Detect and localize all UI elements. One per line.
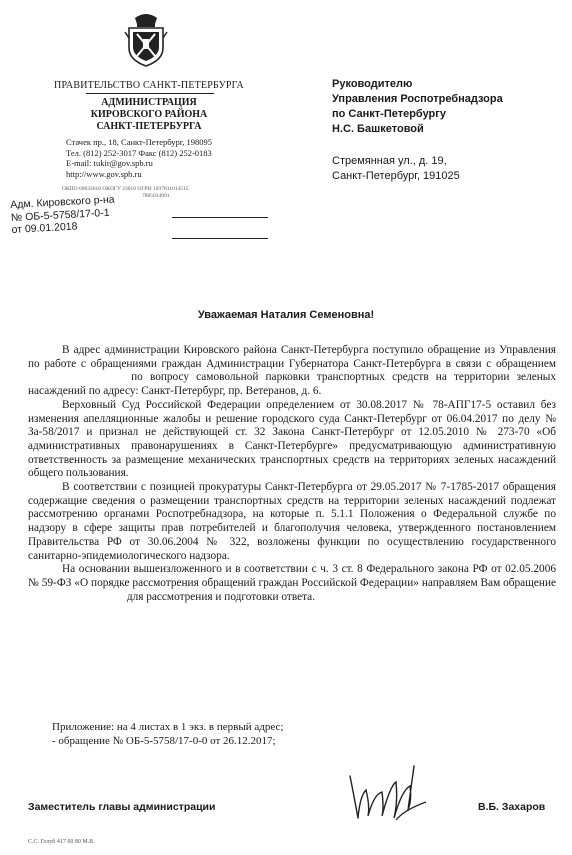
organization-codes: ОКПО 00032616 ОКОГУ 23010 ОГРН 1037811014515 7805014901 xyxy=(62,186,189,199)
registration-stamp: Адм. Кировского р-на № ОБ-5-5758/17-0-1 от 09.01.2018 xyxy=(10,193,115,236)
handwritten-signature xyxy=(338,746,438,832)
date-fill-line xyxy=(172,217,268,218)
paragraph-4: На основании вышеизложенного и в соответствии с ч. 3 ст. 8 Федерального закона РФ от 02.05.2006 № 59-ФЗ «О порядке рассмотрения обращений граждан Российской Федерации» направляем Вам обращение для рассмотрения и подготовки ответа. xyxy=(28,563,556,603)
letter-body xyxy=(28,344,556,604)
paragraph-1: В адрес администрации Кировского района Санкт-Петербурга поступило обращение из Управления по работе с обращениями граждан Администрации Губернатора Санкт-Петербурга в связи с обращением по вопросу самовольной парковки транспортных средств на территории зеленых насаждений по адресу: Санкт-Петербург, пр. Ветеранов, д. 6. xyxy=(28,344,557,398)
signatory-name: В.Б. Захаров xyxy=(478,801,546,813)
administration-name: АДМИНИСТРАЦИЯ КИРОВСКОГО РАЙОНА САНКТ-ПЕТЕРБУРГА xyxy=(90,97,208,132)
attachment-list: Приложение: на 4 листах в 1 экз. в первый адрес; - обращение № ОБ-5-5758/17-0-0 от 26.12.2017; xyxy=(52,721,284,747)
coat-of-arms-emblem xyxy=(123,12,169,68)
government-header: ПРАВИТЕЛЬСТВО САНКТ-ПЕТЕРБУРГА xyxy=(54,80,244,91)
paragraph-2: Верховный Суд Российской Федерации определением от 30.08.2017 № 78-АПГ17-5 оставил без изменения апелляционные жалобы и решение городского суда Санкт-Петербург от 06.04.2017 по делу № За-58/2017 и признал не действующей ст. 32 Закона Санкт-Петербург от 12.05.2010 № 273-70 «Об административных правонарушениях в Санкт-Петербурге» предусматривающую административную ответственность за размещение механических транспортных средств на территориях зеленых насаждений общего пользования. xyxy=(28,398,556,480)
recipient-address: Стремянная ул., д. 19, Санкт-Петербург, 191025 xyxy=(332,155,460,182)
number-fill-line xyxy=(172,238,268,239)
signatory-title: Заместитель главы администрации xyxy=(28,801,216,813)
header-divider xyxy=(86,93,214,94)
recipient-block: Руководителю Управления Роспотребнадзора по Санкт-Петербургу Н.С. Башкетовой xyxy=(332,78,503,135)
paragraph-3: В соответствии с позицией прокуратуры Санкт-Петербурга от 29.05.2017 № 7-1785-2017 обращения содержащие сведения о размещении транспортных средств на территории зеленых насаждений подлежат рассмотрению органами Роспотребнадзора, на которые п. 5.1.1 Положения о Федеральной службе по надзору в сфере защиты прав потребителей и благополучия человека, утвержденного постановлением Правительства РФ от 30.06.2004 № 322, возложены функции по осуществлению государственного санитарно-эпидемиологического надзора. xyxy=(28,481,556,562)
administration-contacts: Стачек пр., 18, Санкт-Петербург, 198095 Тел. (812) 252-3017 Факс (812) 252-0183 E-mail: tukir@gov.spb.ru http://www.gov.spb.ru xyxy=(66,137,213,179)
executor-footer: С.С. Голуб 417 60 80 М.В. xyxy=(28,839,95,845)
greeting: Уважаемая Наталия Семеновна! xyxy=(197,309,375,321)
